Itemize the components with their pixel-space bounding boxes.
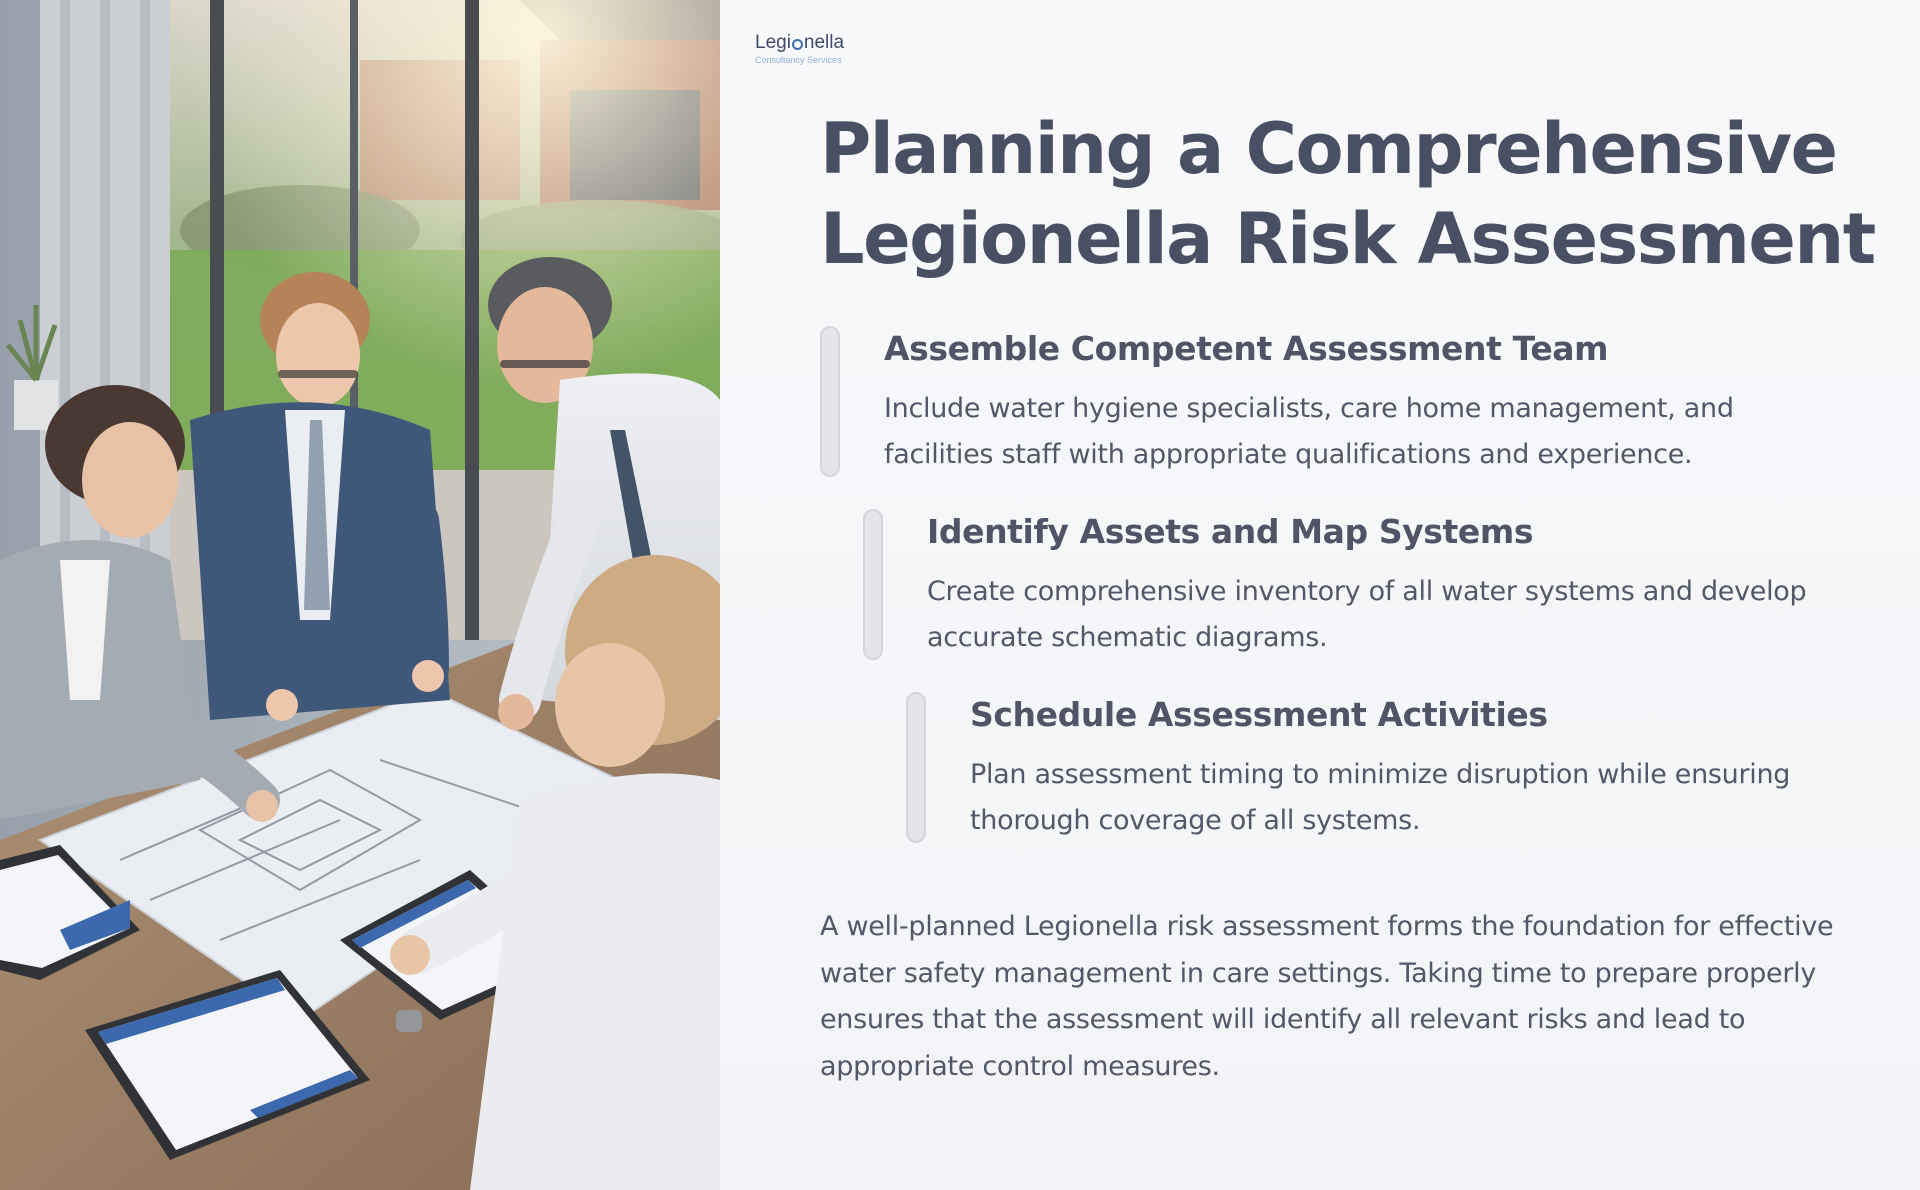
step-1-description: Include water hygiene specialists, care home management, and facilities staff with appropriate qualifications and experience. (884, 393, 1734, 470)
step-1-title: Assemble Competent Assessment Team (884, 329, 1609, 368)
step-3-bar (906, 692, 926, 843)
brand-tagline: Consultancy Services (755, 55, 842, 65)
logo-o-ring-icon (792, 39, 803, 50)
brand-logo (755, 32, 875, 72)
step-1-bar (820, 326, 840, 477)
page-title: Planning a Comprehensive Legionella Risk Assessment (820, 108, 1875, 280)
brand-name-end: nella (803, 32, 845, 53)
step-2-bar (863, 509, 883, 660)
hero-photo (0, 0, 720, 1190)
brand-name-start: Legi (755, 32, 791, 53)
step-3-title: Schedule Assessment Activities (970, 695, 1548, 734)
step-3-description: Plan assessment timing to minimize disruption while ensuring thorough coverage of all systems. (970, 759, 1791, 836)
summary-paragraph: A well-planned Legionella risk assessment forms the foundation for effective water safety management in care settings. Taking time to prepare properly ensures that the assessment will identify all relevant risks and lead to appropriate control measures. (820, 911, 1834, 1082)
brand-wordmark (755, 32, 875, 54)
content-panel (720, 0, 1920, 1190)
step-2-description: Create comprehensive inventory of all water systems and develop accurate schematic diagrams. (927, 576, 1807, 653)
step-2-title: Identify Assets and Map Systems (927, 512, 1534, 551)
